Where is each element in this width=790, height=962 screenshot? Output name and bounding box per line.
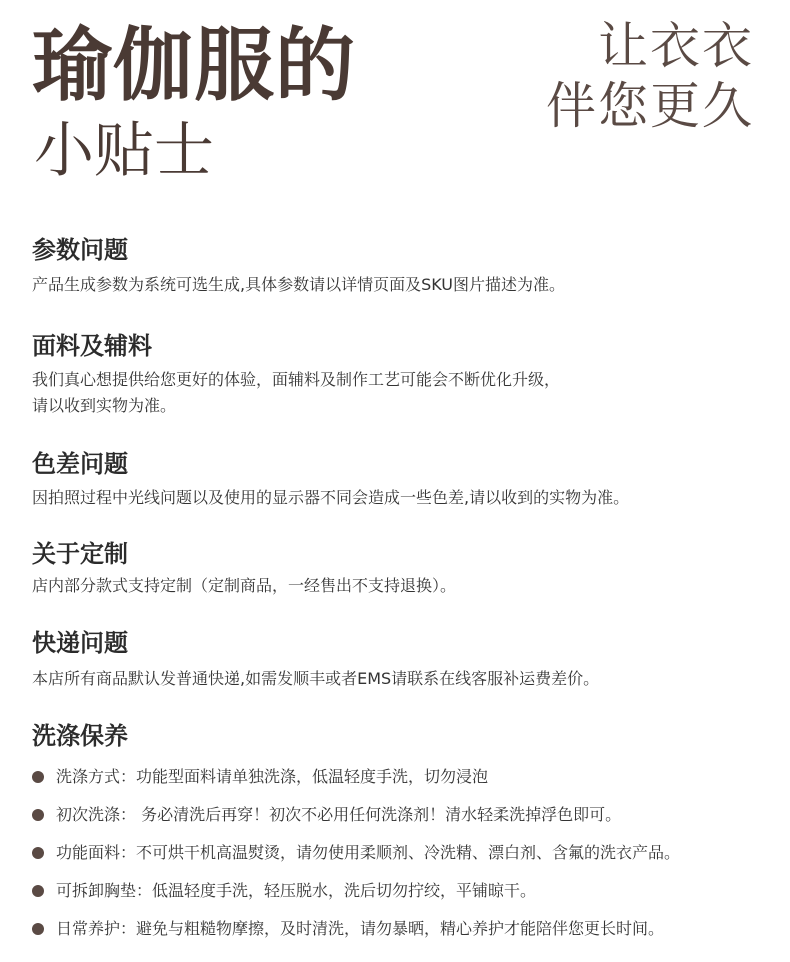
section-heading: 参数问题 — [32, 236, 128, 264]
slogan-line-1: 让衣衣 — [598, 17, 754, 75]
list-item — [32, 872, 772, 910]
section-heading: 色差问题 — [32, 450, 128, 478]
bullet-dot-icon — [32, 885, 44, 897]
section-parameters — [32, 234, 772, 298]
page-title: 瑜伽服的 — [32, 19, 356, 112]
bullet-dot-icon — [32, 809, 44, 821]
slogan-line-2: 伴您更久 — [546, 77, 754, 135]
section-heading: 面料及辅料 — [32, 332, 152, 360]
section-text: 店内部分款式支持定制（定制商品，一经售出不支持退换）。 — [32, 576, 457, 595]
section-text: 产品生成参数为系统可选生成,具体参数请以详情页面及SKU图片描述为准。 — [32, 275, 566, 294]
section-text: 请以收到实物为准。 — [32, 396, 177, 415]
section-fabric — [32, 330, 772, 419]
care-item-text: 初次洗涤： 务必清洗后再穿！初次不必用任何洗涤剂！清水轻柔洗掉浮色即可。 — [56, 805, 622, 824]
care-item-text: 可拆卸胸垫：低温轻度手洗，轻压脱水，洗后切勿拧绞，平铺晾干。 — [56, 881, 537, 900]
list-item — [32, 834, 772, 872]
list-item — [32, 910, 772, 948]
section-text: 因拍照过程中光线问题以及使用的显示器不同会造成一些色差,请以收到的实物为准。 — [32, 488, 630, 507]
care-item-text: 日常养护：避免与粗糙物摩擦，及时清洗，请勿暴晒，精心养护才能陪伴您更长时间。 — [56, 919, 665, 938]
bullet-dot-icon — [32, 771, 44, 783]
section-heading: 快递问题 — [32, 629, 128, 657]
care-list — [32, 758, 772, 948]
section-heading: 洗涤保养 — [32, 722, 128, 750]
bullet-dot-icon — [32, 923, 44, 935]
list-item — [32, 758, 772, 796]
care-item-text: 洗涤方式：功能型面料请单独洗涤，低温轻度手洗，切勿浸泡 — [56, 767, 489, 786]
section-text: 本店所有商品默认发普通快递,如需发顺丰或者EMS请联系在线客服补运费差价。 — [32, 669, 600, 688]
page-subtitle: 小贴士 — [34, 116, 214, 186]
section-text: 我们真心想提供给您更好的体验，面辅料及制作工艺可能会不断优化升级， — [32, 370, 561, 389]
list-item — [32, 796, 772, 834]
section-color-difference — [32, 448, 772, 511]
section-heading: 关于定制 — [32, 540, 128, 568]
section-delivery — [32, 627, 772, 692]
section-care — [32, 720, 772, 948]
bullet-dot-icon — [32, 847, 44, 859]
care-item-text: 功能面料：不可烘干机高温熨烫，请勿使用柔顺剂、冷洗精、漂白剂、含氟的洗衣产品。 — [56, 843, 681, 862]
section-customization — [32, 538, 772, 599]
